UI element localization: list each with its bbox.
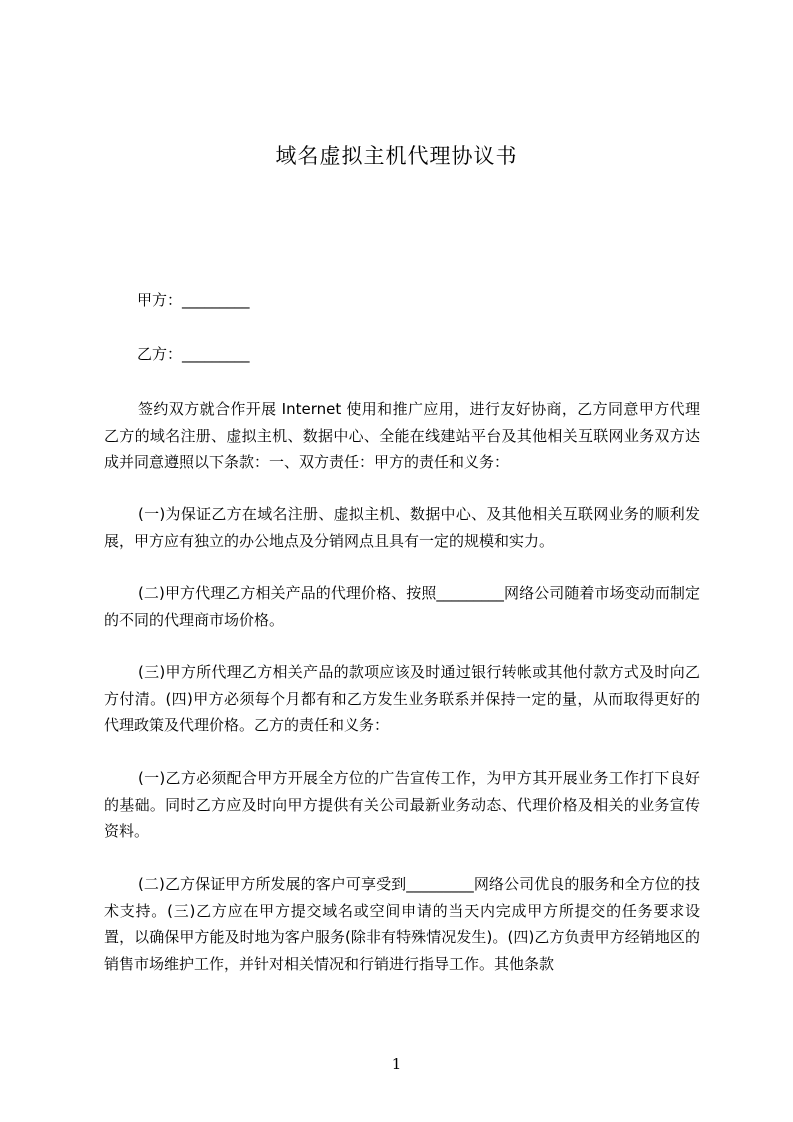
paragraph-party-b-duty-2-4: (二)乙方保证甲方所发展的客户可享受到_________网络公司优良的服务和全方位的技术支持。(三)乙方应在甲方提交域名或空间申请的当天内完成甲方所提交的任务要求设置，以确保甲方能及时地为客户服务(除非有特殊情况发生)。(四)乙方负责甲方经销地区的销售市场维护工作，并针对相关情况和行销进行指导工作。其他条款 — [104, 875, 700, 973]
paragraph-party-b-duty-1: (一)乙方必须配合甲方开展全方位的广告宣传工作，为甲方其开展业务工作打下良好的基础。同时乙方应及时向甲方提供有关公司最新业务动态、代理价格及相关的业务宣传资料。 — [104, 769, 700, 840]
document-title: 域名虚拟主机代理协议书 — [275, 144, 518, 168]
paragraph-party-a-duty-2: (二)甲方代理乙方相关产品的代理价格、按照_________网络公司随着市场变动而制定的不同的代理商市场价格。 — [104, 584, 700, 629]
page-number: 1 — [391, 1055, 402, 1073]
paragraph-intro: 签约双方就合作开展 Internet 使用和推广应用，进行友好协商，乙方同意甲方代理乙方的域名注册、虚拟主机、数据中心、全能在线建站平台及其他相关互联网业务双方达成并同意遵照以下条款：一、双方责任：甲方的责任和义务： — [104, 400, 700, 471]
paragraph-party-a-duty-1: (一)为保证乙方在域名注册、虚拟主机、数据中心、及其他相关互联网业务的顺利发展，甲方应有独立的办公地点及分销网点且具有一定的规模和实力。 — [104, 505, 700, 550]
party-b-line: 乙方：_________ — [137, 345, 250, 363]
paragraph-party-a-duty-3-4: (三)甲方所代理乙方相关产品的款项应该及时通过银行转帐或其他付款方式及时向乙方付清。(四)甲方必须每个月都有和乙方发生业务联系并保持一定的量，从而取得更好的代理政策及代理价格。乙方的责任和义务： — [104, 663, 700, 734]
party-a-line: 甲方：_________ — [137, 291, 250, 309]
